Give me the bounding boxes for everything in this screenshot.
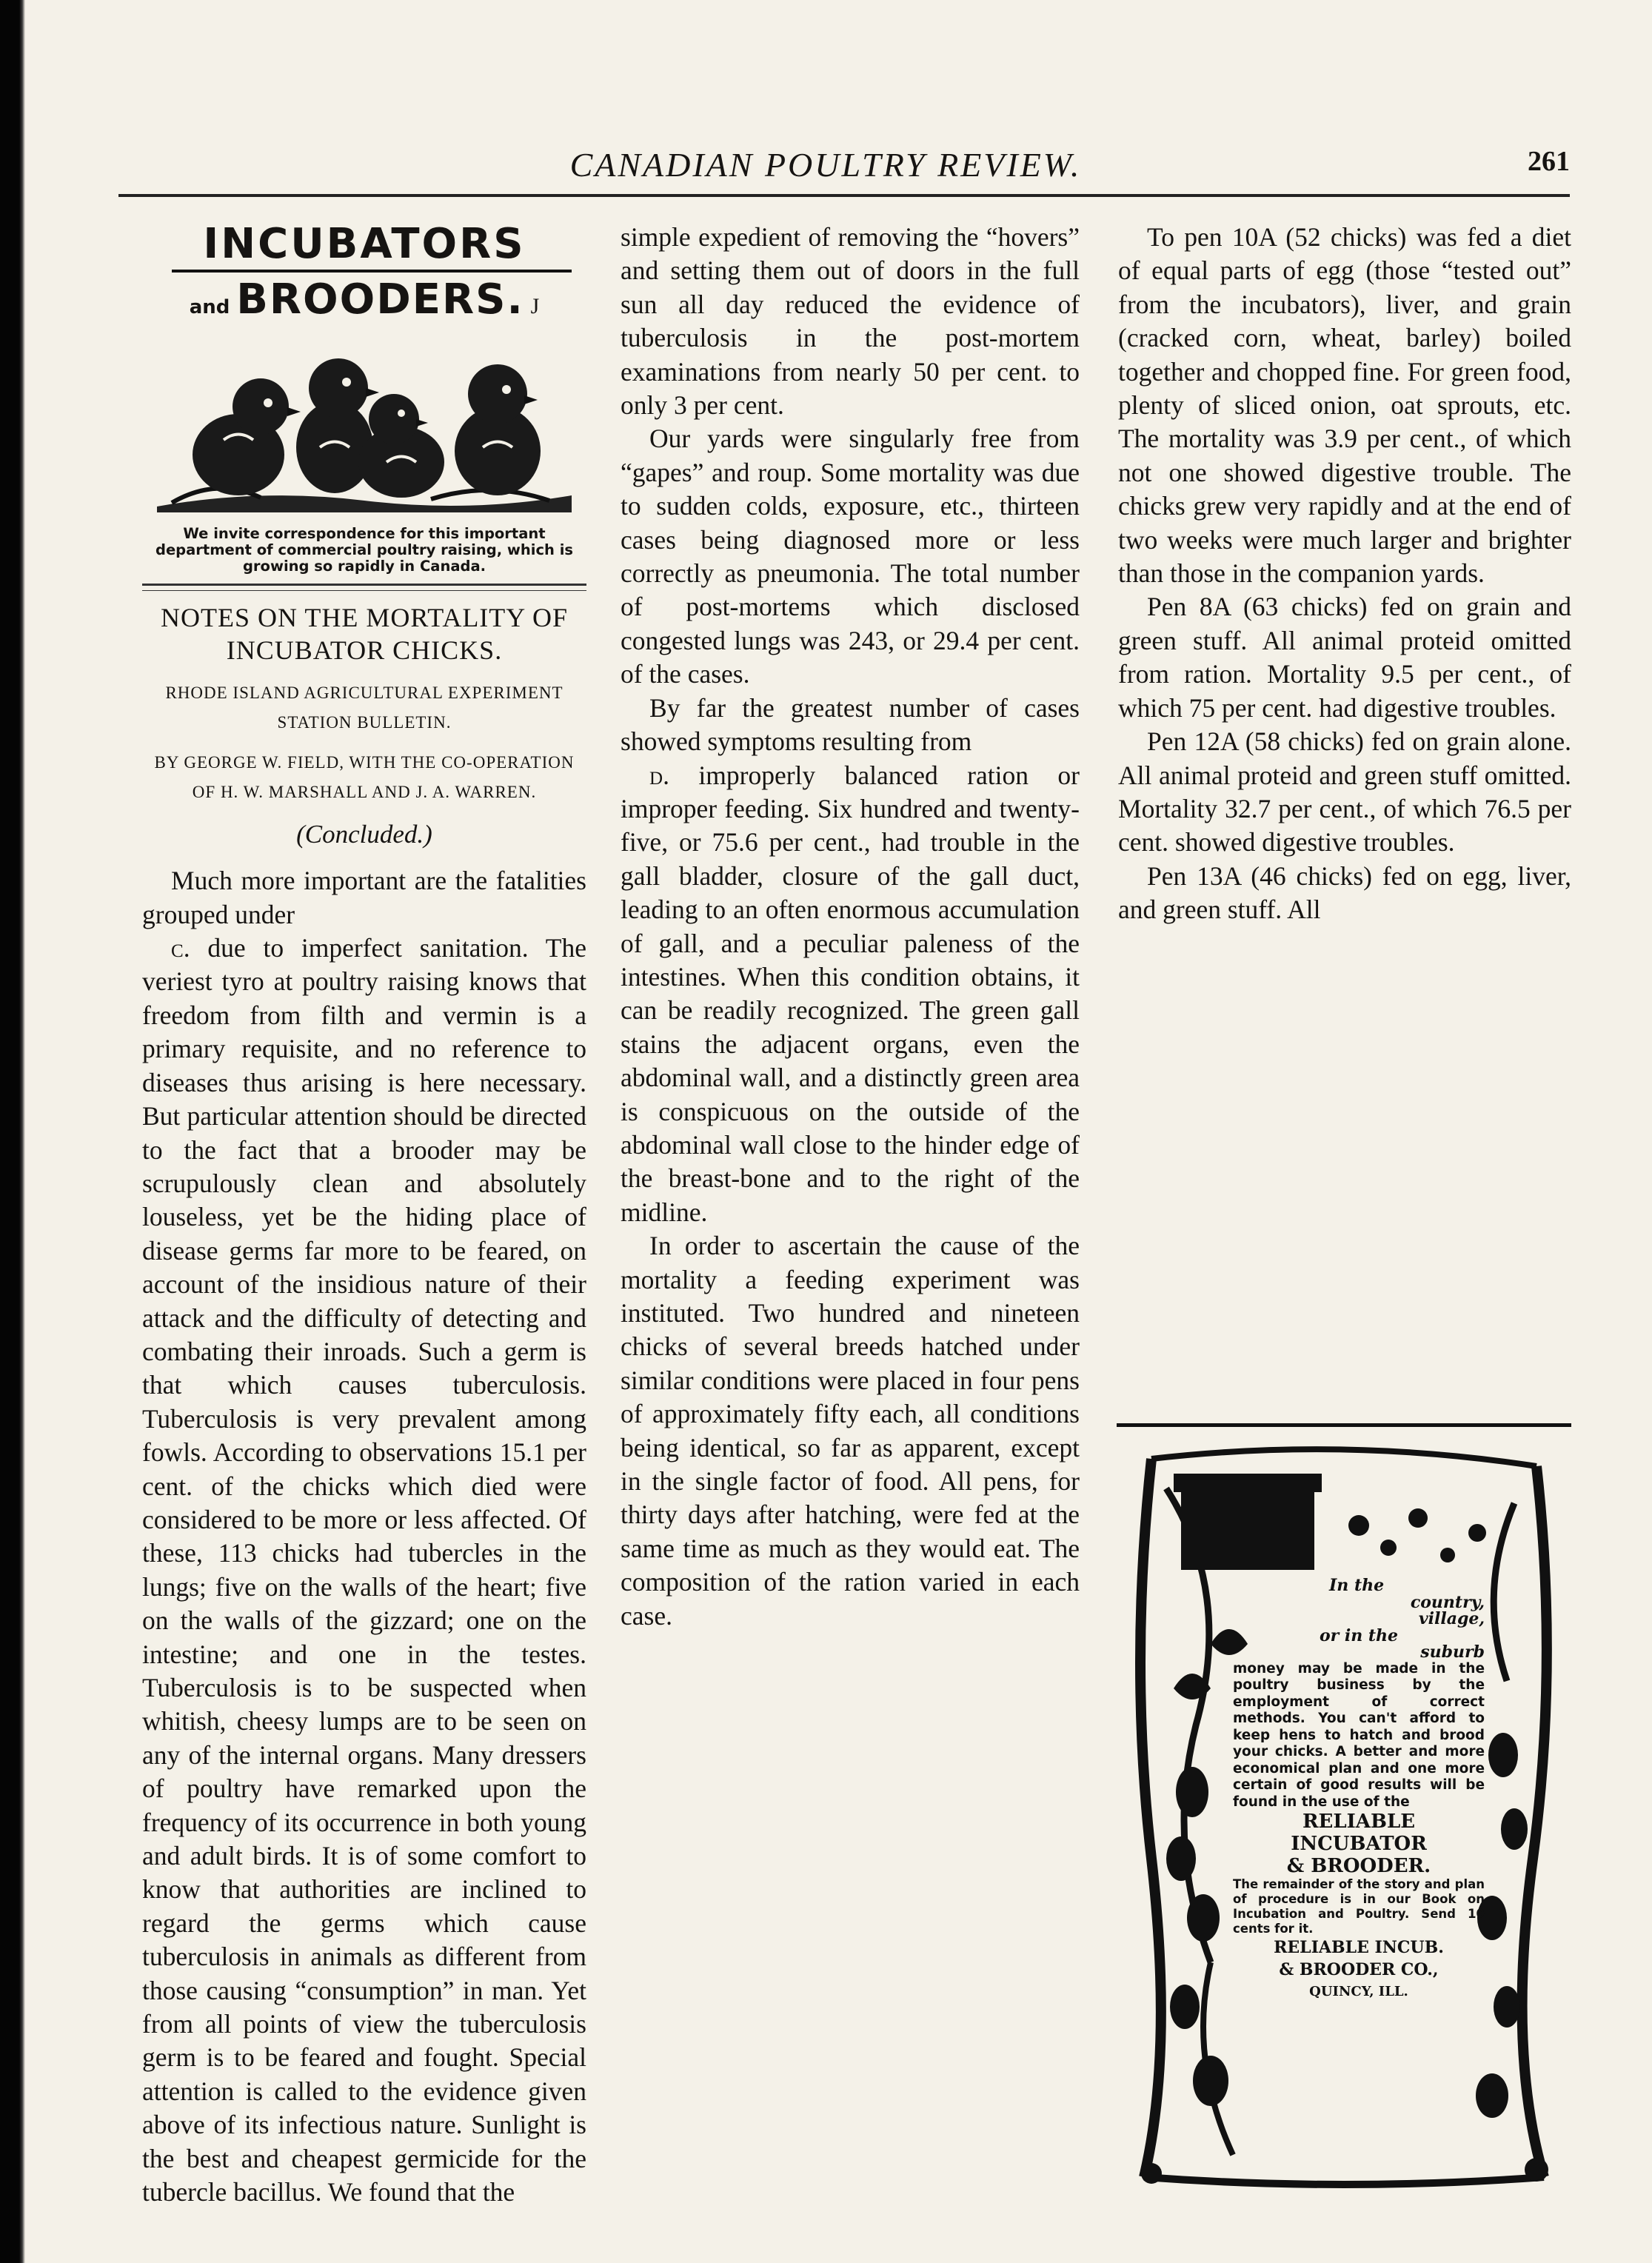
advert-company-line2: & BROODER CO., [1279, 1960, 1439, 1979]
section-rule [142, 584, 586, 586]
advert-line2: country, [1410, 1592, 1485, 1612]
column-1 [142, 221, 586, 2210]
body-paragraph: Our yards were singularly free from “gapes” and roup. Some mortality was due to sudden colds, exposure, etc., thirteen cases being diagnosed more or less correctly as pneumonia. The total number of post-mortems which disclosed congested lungs was 243, or 29.4 per cent. of the cases. [621, 424, 1080, 689]
column-3 [1118, 221, 1571, 927]
advert-body-text: money may be made in the poultry business by the employment of correct methods. You can't afford to keep hens to hatch and brood your chicks. A better and more economical plan and one more certain of good results will be found in the use of the [1233, 1660, 1485, 1810]
body-paragraph [621, 759, 1080, 1230]
column-2 [621, 221, 1080, 1633]
department-heading [142, 221, 586, 330]
body-paragraph: By far the greatest number of cases showed symptoms resulting from [621, 692, 1080, 757]
advert-copy [1233, 1577, 1485, 2003]
advert-brand-line2: INCUBATOR [1291, 1833, 1427, 1855]
body-paragraph: In order to ascertain the cause of the mortality a feeding experiment was instituted. Two hundred and nineteen chicks of several breeds hatched under similar conditions were placed in four pens of approximately fifty each, all conditions being identical, so far as apparent, except in the single factor of food. All pens, for thirty days after hatching, were fed at the same time as much as they would eat. The composition of the ration varied in each case. [621, 1231, 1080, 1631]
advert-line1: In the [1329, 1576, 1385, 1595]
reliable-incubator-advert [1122, 1444, 1566, 2192]
department-title-line2-wrap [142, 277, 586, 330]
page-number: 261 [1528, 146, 1570, 177]
header-rule [118, 194, 1570, 197]
body-paragraph: Pen 8A (63 chicks) fed on grain and green stuff. All animal proteid omitted from ration. Mortality 9.5 per cent., of which 75 per cent. had digestive troubles. [1118, 592, 1571, 723]
article-title: NOTES ON THE MORTALITY OF INCUBATOR CHICKS. [161, 602, 568, 665]
body-paragraph [142, 932, 586, 2209]
advert-line5: suburb [1420, 1642, 1485, 1662]
body-paragraph-continued: simple expedient of removing the “hovers” and setting them out of doors in the full sun all day reduced the evidence of tuberculosis in the post-mortem examinations from nearly 50 per cent. to only 3 per cent. [621, 222, 1080, 421]
body-text: improperly balanced ration or improper feeding. Six hundred and twenty-five, or 75.6 per cent., had trouble in the gall bladder, closure of the gall duct, leading to an often enormous accumulation of gall, and a peculiar paleness of the intestines. When this condition obtains, it can be readily recognized. The green gall stains the adjacent organs, even the abdominal wall, and a distinctly green area is conspicuous on the outside of the abdominal wall close to the hinder edge of the breast-bone and to the right of the midline. [621, 760, 1080, 1227]
department-mark: J [530, 294, 540, 318]
advert-brand-line3: & BROODER. [1286, 1855, 1431, 1877]
advert-city: QUINCY, ILL. [1309, 1984, 1408, 1999]
advert-body-text2: The remainder of the story and plan of procedure is in our Book on Incubation and Poultry. Send 10 cents for it. [1233, 1877, 1485, 1936]
article-concluded: (Concluded.) [296, 819, 432, 849]
department-title-line1: INCUBATORS [203, 220, 526, 268]
body-text: due to imperfect sanitation. The veriest tyro at poultry raising knows that freedom from filth and vermin is a primary requisite, and no reference to diseases thus arising is here necessary. But particular attention should be directed to the fact that a brooder may be scrupulously clean and absolutely louseless, yet be the hiding place of disease germs far more to be feared, on account of the insidious nature of their attack and the difficulty of detecting and combating their inroads. Such a germ is that which causes tuberculosis. Tuberculosis is very prevalent among fowls. According to observations 15.1 per cent. of the chicks which died were considered to be more or less affected. Of these, 113 chicks had tubercles in the lungs; five on the walls of the heart; five on the walls of the gizzard; one on the intestine; and one in the testes. Tuberculosis is to be suspected when whitish, cheesy lumps are to be seen on any of the internal organs. Many dressers of poultry have remarked upon the frequency of its occurrence in both young and adult birds. It is of some comfort to know that authorities are inclined to regard the germs which cause tuberculosis in animals as different from those causing “consumption” in man. Yet from all points of view the tuberculosis germ is to be feared and fought. Special attention is called to the evidence given above of its infectious nature. Sunlight is the best and cheapest germicide for the tubercle bacillus. We found that the [142, 933, 586, 2207]
section-rule-thin [142, 590, 586, 591]
advert-company-line1: RELIABLE INCUB. [1274, 1938, 1444, 1957]
advert-brand-line1: RELIABLE [1302, 1811, 1416, 1833]
advert-line3: village, [1418, 1609, 1485, 1628]
department-rule [172, 270, 572, 273]
department-and: and [189, 295, 230, 318]
body-paragraph: To pen 10A (52 chicks) was fed a diet of equal parts of egg (those “tested out” from the incubators), liver, and grain (cracked corn, wheat, barley) boiled together and chopped fine. For green food, plenty of sliced onion, oat sprouts, etc. The mortality was 3.9 per cent., of which not one showed digestive trouble. The chicks grew very rapidly and at the end of two weeks were much larger and brighter than those in the companion yards. [1118, 222, 1571, 589]
section-label: d. [649, 760, 669, 790]
article-source: RHODE ISLAND AGRICULTURAL EXPERIMENT STATION BULLETIN. [165, 683, 564, 732]
body-paragraph: Pen 13A (46 chicks) fed on egg, liver, and green stuff. All [1118, 860, 1571, 925]
advert-rule [1117, 1423, 1571, 1427]
department-title-line2: BROODERS. [236, 275, 524, 324]
page-binding-shadow [0, 0, 25, 2263]
advert-line4: or in the [1319, 1625, 1399, 1645]
chicks-illustration [150, 336, 579, 521]
section-label: c. [171, 933, 190, 963]
body-paragraph: Much more important are the fatalities grouped under [142, 866, 586, 929]
journal-title: CANADIAN POULTRY REVIEW. [569, 146, 1082, 184]
body-paragraph: Pen 12A (58 chicks) fed on grain alone. All animal proteid and green stuff omitted. Mortality 32.7 per cent., of which 76.5 per cent. showed digestive troubles. [1118, 726, 1571, 858]
running-head [81, 145, 1570, 190]
department-invitation: We invite correspondence for this important department of commercial poultry raising, which is growing so rapidly in Canada. [155, 524, 573, 575]
article-byline: BY GEORGE W. FIELD, WITH THE CO-OPERATION OF H. W. MARSHALL AND J. A. WARREN. [154, 752, 575, 801]
